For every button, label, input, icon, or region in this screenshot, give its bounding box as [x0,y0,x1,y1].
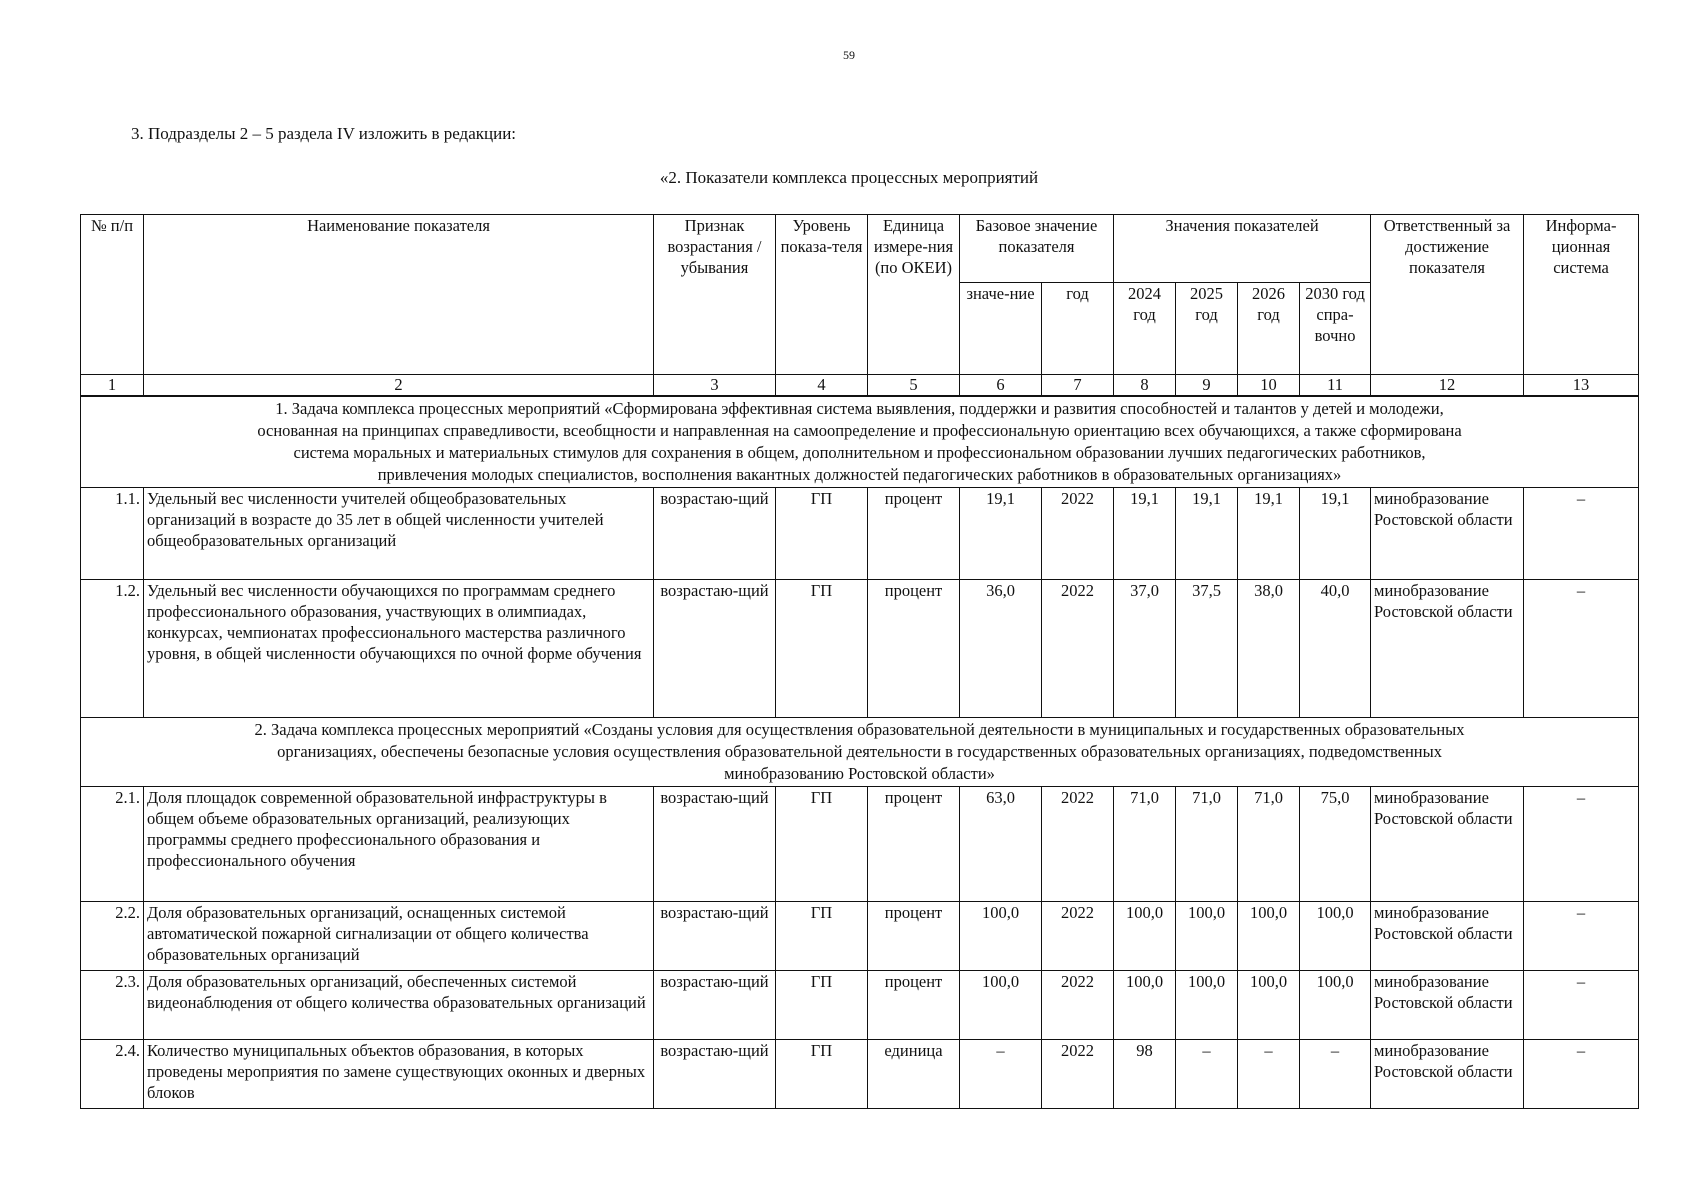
header-base-year: год [1042,283,1114,375]
header-level: Уровень показа-теля [776,215,868,375]
row-2025: 37,5 [1176,580,1238,718]
row-sign: возрастаю-щий [654,787,776,902]
row-sign: возрастаю-щий [654,902,776,971]
row-unit: процент [868,971,960,1040]
table-row [81,902,1639,971]
row-2026: 71,0 [1238,787,1300,902]
table-row [81,971,1639,1040]
header-2026: 2026 год [1238,283,1300,375]
row-2030: 19,1 [1300,488,1371,580]
row-name: Удельный вес численности учителей общеобразовательных организаций в возрасте до 35 лет в общей численности учителей общеобразовательных организаций [144,488,654,580]
row-name: Количество муниципальных объектов образования, в которых проведены мероприятия по замене существующих оконных и дверных блоков [144,1040,654,1109]
row-info: – [1524,580,1639,718]
row-2024: 100,0 [1114,902,1176,971]
row-unit: процент [868,580,960,718]
header-unit-label: Единица измере-ния [873,216,954,256]
header-unit-okei: (по ОКЕИ) [874,258,953,277]
row-num: 2.4. [81,1040,144,1109]
col-number: 11 [1300,375,1371,397]
row-sign: возрастаю-щий [654,1040,776,1109]
row-2025: 71,0 [1176,787,1238,902]
col-number: 10 [1238,375,1300,397]
page-number: 59 [843,48,855,62]
row-2024: 98 [1114,1040,1176,1109]
row-base-year: 2022 [1042,580,1114,718]
header-base: Базовое значение показателя [960,215,1114,283]
row-unit: процент [868,902,960,971]
header-2025: 2025 год [1176,283,1238,375]
row-2026: 100,0 [1238,902,1300,971]
row-num: 1.2. [81,580,144,718]
header-sign: Признак возрастания /убывания [654,215,776,375]
col-number: 3 [654,375,776,397]
row-info: – [1524,902,1639,971]
row-base-year: 2022 [1042,971,1114,1040]
header-values: Значения показателей [1114,215,1371,283]
row-2026: 100,0 [1238,971,1300,1040]
row-2025: 100,0 [1176,971,1238,1040]
row-2024: 37,0 [1114,580,1176,718]
row-name: Доля образовательных организаций, оснащенных системой автоматической пожарной сигнализации от общего количества образовательных организаций [144,902,654,971]
col-number: 7 [1042,375,1114,397]
task-row [81,396,1639,488]
row-2030: 100,0 [1300,902,1371,971]
row-name: Доля площадок современной образовательной инфраструктуры в общем объеме образовательных организаций, реализующих программы среднего профессионального образования и профессионального обучения [144,787,654,902]
table-row [81,488,1639,580]
row-2024: 71,0 [1114,787,1176,902]
row-name: Удельный вес численности обучающихся по программам среднего профессионального образования, участвующих в олимпиадах, конкурсах, чемпионатах профессионального мастерства различного уровня, в общей численности обучающихся по очной форме обучения [144,580,654,718]
header-num: № п/п [81,215,144,375]
row-base-year: 2022 [1042,902,1114,971]
row-base-year: 2022 [1042,1040,1114,1109]
col-number: 1 [81,375,144,397]
row-2024: 100,0 [1114,971,1176,1040]
task-1-text: 1. Задача комплекса процессных мероприятий «Сформирована эффективная система выявления, поддержки и развития способностей и талантов у детей и молодежи, основанная на принципах справедливости, всеобщности и направленная на самоопределение и профессиональную ориентацию всех обучающихся, а также сформирована система моральных и материальных стимулов для сохранения в общем, дополнительном и профессиональном образовании лучших педагогических работников, привлечения молодых специалистов, восполнения вакантных должностей педагогических работников в образовательных организациях» [81,396,1639,488]
row-level: ГП [776,902,868,971]
col-number: 4 [776,375,868,397]
header-row-1 [81,215,1639,283]
row-2026: 19,1 [1238,488,1300,580]
table-row [81,1040,1639,1109]
table-row [81,787,1639,902]
row-base-year: 2022 [1042,787,1114,902]
header-2030: 2030 год спра-вочно [1300,283,1371,375]
row-2025: 19,1 [1176,488,1238,580]
task-2-text: 2. Задача комплекса процессных мероприятий «Созданы условия для осуществления образовательной деятельности в муниципальных и государственных образовательных организациях, обеспечены безопасные условия осуществления образовательной деятельности в государственных образовательных организациях, подведомственных минобразованию Ростовской области» [81,718,1639,787]
col-number: 9 [1176,375,1238,397]
row-responsible: минобразование Ростовской области [1371,971,1524,1040]
row-2026: – [1238,1040,1300,1109]
row-responsible: минобразование Ростовской области [1371,902,1524,971]
row-info: – [1524,1040,1639,1109]
row-info: – [1524,488,1639,580]
row-base-year: 2022 [1042,488,1114,580]
row-unit: единица [868,1040,960,1109]
header-name: Наименование показателя [144,215,654,375]
row-2025: 100,0 [1176,902,1238,971]
row-responsible: минобразование Ростовской области [1371,488,1524,580]
row-2025: – [1176,1040,1238,1109]
row-info: – [1524,971,1639,1040]
row-base-value: 19,1 [960,488,1042,580]
row-name: Доля образовательных организаций, обеспеченных системой видеонаблюдения от общего количества образовательных организаций [144,971,654,1040]
col-number: 12 [1371,375,1524,397]
row-base-value: 36,0 [960,580,1042,718]
row-level: ГП [776,488,868,580]
row-level: ГП [776,580,868,718]
table-row [81,580,1639,718]
row-base-value: 63,0 [960,787,1042,902]
col-number: 13 [1524,375,1639,397]
indicators-table [80,214,1639,1109]
row-responsible: минобразование Ростовской области [1371,787,1524,902]
row-2030: 40,0 [1300,580,1371,718]
row-sign: возрастаю-щий [654,971,776,1040]
column-numbers-row [81,375,1639,397]
col-number: 8 [1114,375,1176,397]
header-responsible: Ответственный за достижение показателя [1371,215,1524,375]
task-row [81,718,1639,787]
row-num: 2.2. [81,902,144,971]
row-2030: 100,0 [1300,971,1371,1040]
row-unit: процент [868,488,960,580]
row-base-value: 100,0 [960,902,1042,971]
row-sign: возрастаю-щий [654,580,776,718]
row-2030: – [1300,1040,1371,1109]
row-level: ГП [776,1040,868,1109]
row-num: 1.1. [81,488,144,580]
row-responsible: минобразование Ростовской области [1371,1040,1524,1109]
row-2026: 38,0 [1238,580,1300,718]
header-base-value: значе-ние [960,283,1042,375]
row-base-value: 100,0 [960,971,1042,1040]
col-number: 6 [960,375,1042,397]
row-2024: 19,1 [1114,488,1176,580]
row-responsible: минобразование Ростовской области [1371,580,1524,718]
col-number: 2 [144,375,654,397]
header-2024: 2024 год [1114,283,1176,375]
row-num: 2.1. [81,787,144,902]
row-level: ГП [776,971,868,1040]
header-info: Информа-ционная система [1524,215,1639,375]
header-unit [868,215,960,375]
section-caption: «2. Показатели комплекса процессных мероприятий [659,168,1039,187]
row-2030: 75,0 [1300,787,1371,902]
row-unit: процент [868,787,960,902]
row-sign: возрастаю-щий [654,488,776,580]
row-level: ГП [776,787,868,902]
row-info: – [1524,787,1639,902]
intro-text: 3. Подразделы 2 – 5 раздела IV изложить в редакции: [131,124,517,143]
col-number: 5 [868,375,960,397]
row-num: 2.3. [81,971,144,1040]
row-base-value: – [960,1040,1042,1109]
